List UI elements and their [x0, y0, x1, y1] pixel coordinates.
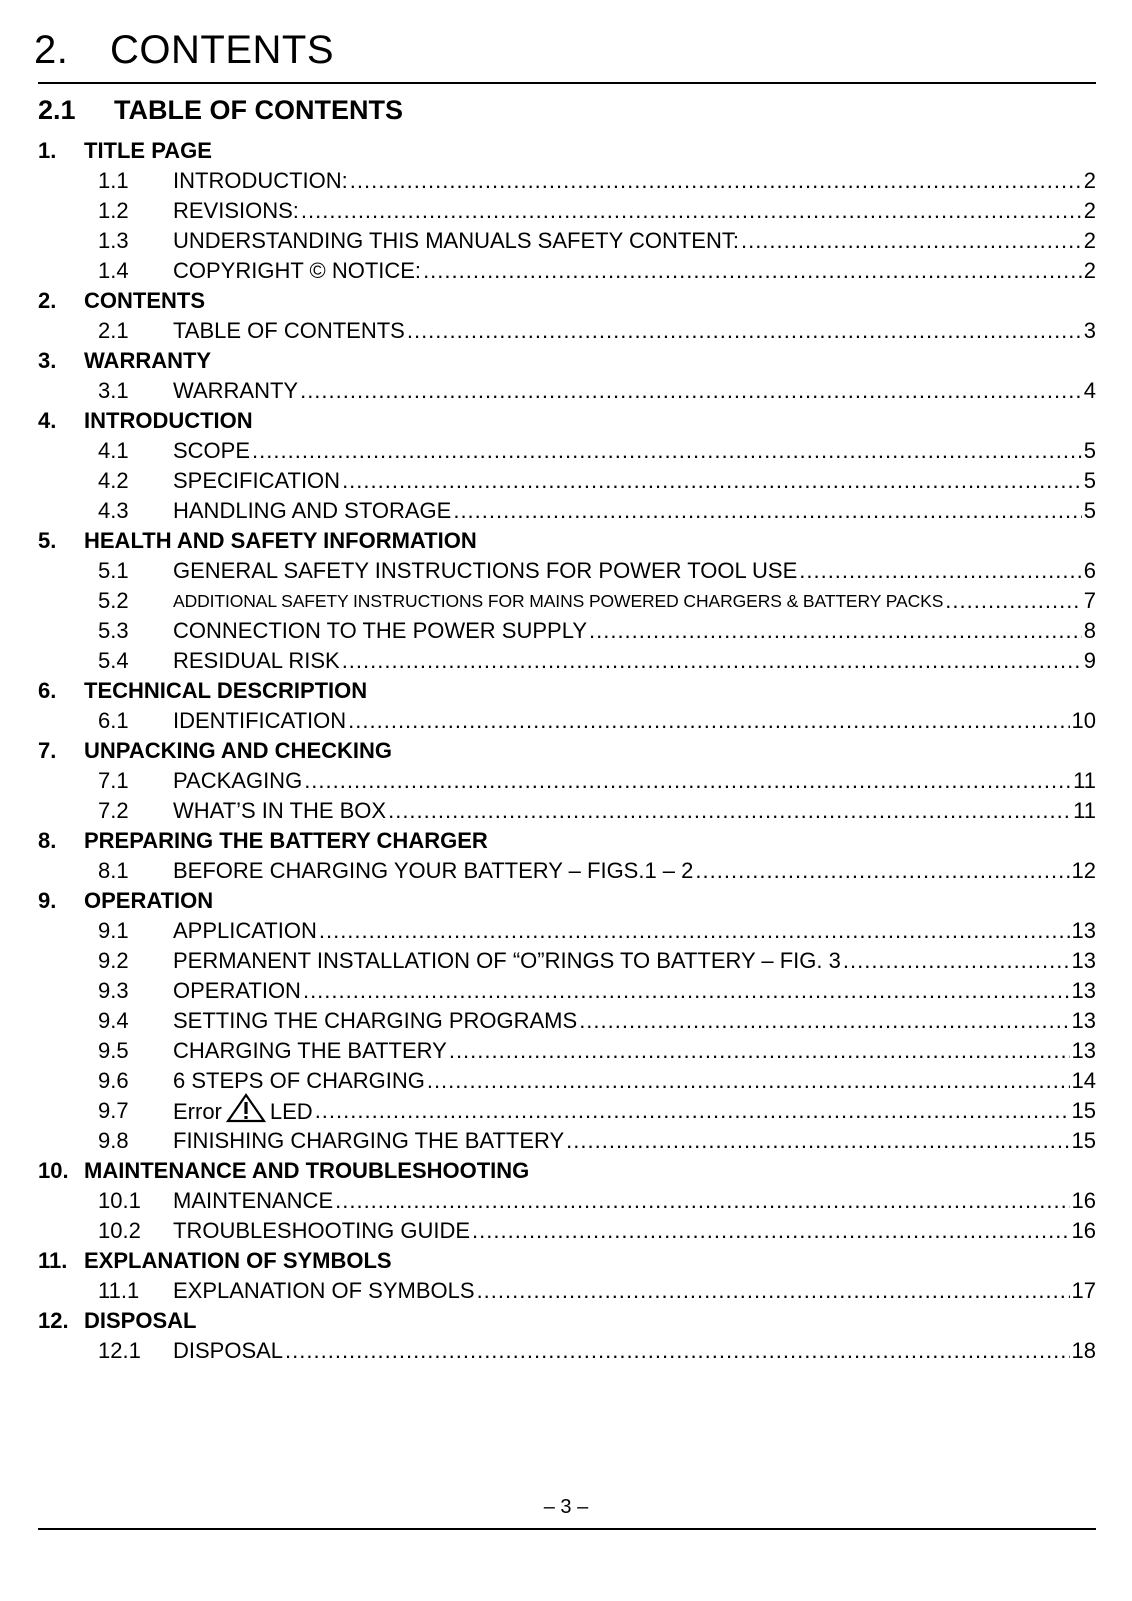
toc-entry-number: 3.1 [98, 378, 129, 403]
toc-entry-page: 15 [1071, 1098, 1096, 1123]
toc-entry[interactable] [38, 436, 1096, 466]
toc-entry-number: 2.1 [98, 318, 129, 343]
dot-leader [350, 166, 1082, 196]
toc-entry[interactable] [38, 946, 1096, 976]
toc-entry-page: 12 [1071, 858, 1096, 883]
toc-entry[interactable] [38, 706, 1096, 736]
toc-section[interactable] [38, 1156, 1096, 1186]
toc-entry-number: 9.7 [98, 1098, 129, 1123]
toc-section-number: 7. [38, 738, 57, 763]
toc-entry-page: 5 [1083, 468, 1096, 493]
toc-section-number: 10. [38, 1158, 69, 1183]
toc-entry-title: BEFORE CHARGING YOUR BATTERY – FIGS.1 – 2 [173, 858, 694, 883]
toc-entry[interactable] [38, 1276, 1096, 1306]
toc-entry-title [173, 1093, 313, 1129]
toc-section-title: WARRANTY [84, 348, 212, 373]
toc-section[interactable] [38, 346, 1096, 376]
dot-leader [695, 856, 1069, 886]
toc-entry-number: 9.1 [98, 918, 129, 943]
heading-divider [38, 82, 1096, 84]
toc-entry-page: 4 [1083, 378, 1096, 403]
dot-leader [477, 1276, 1070, 1306]
page-title [34, 28, 334, 73]
toc-section[interactable] [38, 286, 1096, 316]
dot-leader [335, 1186, 1069, 1216]
toc-section-number: 11. [38, 1248, 68, 1273]
dot-leader [303, 976, 1070, 1006]
toc-entry-page: 11 [1073, 768, 1096, 793]
dot-leader [285, 1336, 1069, 1366]
toc-entry-title: FINISHING CHARGING THE BATTERY [173, 1128, 565, 1153]
toc-entry-number: 5.3 [98, 618, 129, 643]
toc-entry-number: 1.1 [98, 168, 129, 193]
toc-entry-number: 5.4 [98, 648, 129, 673]
toc-entry[interactable] [38, 1006, 1096, 1036]
toc-section-number: 2. [38, 288, 57, 313]
toc-entry-page: 13 [1071, 1008, 1096, 1033]
dot-leader [315, 1096, 1070, 1126]
toc-entry-page: 18 [1071, 1338, 1096, 1363]
section-heading-text: TABLE OF CONTENTS [114, 95, 403, 125]
toc-section-title: MAINTENANCE AND TROUBLESHOOTING [84, 1158, 530, 1183]
toc-entry-page: 11 [1073, 798, 1096, 823]
dot-leader [304, 766, 1071, 796]
toc-entry-title: APPLICATION [173, 918, 317, 943]
toc-entry[interactable] [38, 1036, 1096, 1066]
toc-entry-page: 17 [1071, 1278, 1096, 1303]
toc-entry-number: 4.3 [98, 498, 129, 523]
toc-entry[interactable] [38, 1186, 1096, 1216]
toc-entry-title: GENERAL SAFETY INSTRUCTIONS FOR POWER TOOL USE [173, 558, 798, 583]
toc-entry-title: SCOPE [173, 438, 251, 463]
toc-section-number: 12. [38, 1308, 69, 1333]
toc-entry-number: 7.2 [98, 798, 129, 823]
toc-section-title: TITLE PAGE [84, 138, 212, 163]
toc-entry-page: 13 [1071, 948, 1096, 973]
toc-entry-number: 4.1 [98, 438, 129, 463]
toc-entry[interactable] [38, 856, 1096, 886]
toc-entry-number: 12.1 [98, 1338, 141, 1363]
toc-entry-number: 10.1 [98, 1188, 141, 1213]
toc-entry-title: CHARGING THE BATTERY [173, 1038, 447, 1063]
toc-entry[interactable] [38, 376, 1096, 406]
toc-entry-number: 9.6 [98, 1068, 129, 1093]
dot-leader [407, 316, 1082, 346]
toc-entry-title: OPERATION [173, 978, 301, 1003]
toc-entry-title: ADDITIONAL SAFETY INSTRUCTIONS FOR MAINS POWERED CHARGERS & BATTERY PACKS [173, 590, 944, 611]
dot-leader [945, 586, 1081, 616]
dot-leader [319, 916, 1070, 946]
toc-entry-title-suffix: LED [269, 1099, 313, 1124]
toc-entry[interactable] [38, 226, 1096, 256]
toc-entry[interactable] [38, 256, 1096, 286]
toc-entry-number: 5.2 [98, 588, 129, 613]
dot-leader [252, 436, 1082, 466]
toc-entry-page: 2 [1083, 198, 1096, 223]
toc-entry-title: TABLE OF CONTENTS [173, 318, 405, 343]
toc-entry-title: REVISIONS: [173, 198, 299, 223]
toc-section-number: 9. [38, 888, 57, 913]
toc-entry[interactable] [38, 556, 1096, 586]
toc-entry[interactable] [38, 1336, 1096, 1366]
toc-section[interactable] [38, 136, 1096, 166]
toc-section-title: PREPARING THE BATTERY CHARGER [84, 828, 488, 853]
toc-entry-title: UNDERSTANDING THIS MANUALS SAFETY CONTENT: [173, 228, 739, 253]
toc-entry[interactable] [38, 466, 1096, 496]
toc-section-number: 4. [38, 408, 57, 433]
toc-entry-title: PERMANENT INSTALLATION OF “O”RINGS TO BATTERY – FIG. 3 [173, 948, 841, 973]
dot-leader [453, 496, 1081, 526]
toc-entry-title: DISPOSAL [173, 1338, 284, 1363]
toc-entry-title: 6 STEPS OF CHARGING [173, 1068, 425, 1093]
toc-entry[interactable] [38, 196, 1096, 226]
toc-entry-number: 9.8 [98, 1128, 129, 1153]
toc-entry-number: 4.2 [98, 468, 129, 493]
toc-entry-page: 6 [1083, 558, 1096, 583]
toc-entry[interactable] [38, 796, 1096, 826]
toc-section[interactable] [38, 1306, 1096, 1336]
toc-entry[interactable] [38, 1126, 1096, 1156]
toc-entry[interactable] [38, 916, 1096, 946]
toc-entry-number: 1.2 [98, 198, 129, 223]
toc-entry-title: PACKAGING [173, 768, 303, 793]
page-title-number: 2. [34, 28, 69, 72]
toc-entry-number: 11.1 [98, 1278, 140, 1303]
toc-entry-title: IDENTIFICATION [173, 708, 347, 733]
toc-entry-page: 13 [1071, 1038, 1096, 1063]
toc-entry[interactable] [38, 1096, 1096, 1126]
toc-section-title: CONTENTS [84, 288, 205, 313]
dot-leader [301, 196, 1082, 226]
toc-section-number: 3. [38, 348, 57, 373]
toc-entry-title: HANDLING AND STORAGE [173, 498, 452, 523]
toc-entry-title: EXPLANATION OF SYMBOLS [173, 1278, 475, 1303]
toc-entry-page: 15 [1071, 1128, 1096, 1153]
toc-entry-title: TROUBLESHOOTING GUIDE [173, 1218, 471, 1243]
dot-leader [342, 466, 1082, 496]
toc-section-title: HEALTH AND SAFETY INFORMATION [84, 528, 477, 553]
toc-entry[interactable] [38, 586, 1096, 616]
toc-entry-title: WHAT’S IN THE BOX [173, 798, 387, 823]
dot-leader [799, 556, 1082, 586]
dot-leader [579, 1006, 1069, 1036]
toc-entry-page: 8 [1083, 618, 1096, 643]
dot-leader [427, 1066, 1070, 1096]
toc-entry-number: 9.3 [98, 978, 129, 1003]
toc-entry-page: 7 [1083, 588, 1096, 613]
toc-section[interactable] [38, 676, 1096, 706]
toc-entry-page: 10 [1071, 708, 1096, 733]
toc-entry-page: 14 [1071, 1068, 1096, 1093]
toc-entry-number: 6.1 [98, 708, 129, 733]
toc-entry-number: 7.1 [98, 768, 129, 793]
dot-leader [566, 1126, 1069, 1156]
toc-section-title: EXPLANATION OF SYMBOLS [84, 1248, 392, 1273]
toc-entry-page: 16 [1071, 1188, 1096, 1213]
warning-triangle-icon [226, 1093, 266, 1129]
dot-leader [449, 1036, 1070, 1066]
toc-entry-title: WARRANTY [173, 378, 299, 403]
page-number: – 3 – [543, 1496, 589, 1518]
toc-section-number: 5. [38, 528, 57, 553]
table-of-contents [38, 136, 1096, 1366]
toc-entry-number: 10.2 [98, 1218, 141, 1243]
page-title-text: CONTENTS [110, 28, 334, 72]
toc-entry-page: 2 [1083, 168, 1096, 193]
toc-entry[interactable] [38, 976, 1096, 1006]
toc-entry-number: 9.2 [98, 948, 129, 973]
toc-entry-page: 9 [1083, 648, 1096, 673]
toc-section[interactable] [38, 406, 1096, 436]
toc-section-title: OPERATION [84, 888, 214, 913]
toc-entry-page: 2 [1083, 258, 1096, 283]
section-heading-number: 2.1 [38, 95, 76, 125]
toc-entry-number: 1.4 [98, 258, 129, 283]
toc-section[interactable] [38, 736, 1096, 766]
dot-leader [300, 376, 1082, 406]
toc-entry[interactable] [38, 316, 1096, 346]
toc-entry-title: INTRODUCTION: [173, 168, 348, 193]
toc-entry-number: 1.3 [98, 228, 129, 253]
toc-section[interactable] [38, 1246, 1096, 1276]
toc-entry-title: MAINTENANCE [173, 1188, 334, 1213]
toc-entry-title: SETTING THE CHARGING PROGRAMS [173, 1008, 578, 1033]
dot-leader [348, 706, 1069, 736]
toc-entry-title-text: Error [173, 1099, 222, 1124]
toc-entry[interactable] [38, 166, 1096, 196]
toc-section-title: UNPACKING AND CHECKING [84, 738, 392, 763]
toc-entry-number: 8.1 [98, 858, 129, 883]
toc-entry-number: 5.1 [98, 558, 129, 583]
toc-section[interactable] [38, 526, 1096, 556]
toc-section-title: INTRODUCTION [84, 408, 253, 433]
toc-entry[interactable] [38, 496, 1096, 526]
toc-entry-page: 16 [1071, 1218, 1096, 1243]
dot-leader [423, 256, 1082, 286]
toc-section-title: TECHNICAL DESCRIPTION [84, 678, 368, 703]
toc-section-number: 1. [38, 138, 57, 163]
toc-entry-page: 3 [1083, 318, 1096, 343]
dot-leader [589, 616, 1082, 646]
toc-entry-title: SPECIFICATION [173, 468, 341, 493]
dot-leader [741, 226, 1082, 256]
toc-entry[interactable] [38, 646, 1096, 676]
toc-entry-title: RESIDUAL RISK [173, 648, 340, 673]
toc-entry[interactable] [38, 766, 1096, 796]
toc-entry-page: 13 [1071, 978, 1096, 1003]
toc-entry-number: 9.5 [98, 1038, 129, 1063]
toc-entry-title: COPYRIGHT © NOTICE: [173, 258, 422, 283]
toc-entry-page: 13 [1071, 918, 1096, 943]
toc-entry-page: 2 [1083, 228, 1096, 253]
toc-section[interactable] [38, 886, 1096, 916]
toc-entry-title: CONNECTION TO THE POWER SUPPLY [173, 618, 587, 643]
footer-divider [38, 1528, 1096, 1530]
toc-entry-page: 5 [1083, 498, 1096, 523]
toc-entry[interactable] [38, 616, 1096, 646]
toc-section-title: DISPOSAL [84, 1308, 197, 1333]
dot-leader [472, 1216, 1069, 1246]
dot-leader [388, 796, 1071, 826]
section-heading [38, 95, 403, 126]
toc-section-number: 8. [38, 828, 57, 853]
dot-leader [843, 946, 1070, 976]
toc-entry[interactable] [38, 1216, 1096, 1246]
toc-entry-page: 5 [1083, 438, 1096, 463]
toc-entry[interactable] [38, 1066, 1096, 1096]
toc-section[interactable] [38, 826, 1096, 856]
toc-entry-number: 9.4 [98, 1008, 129, 1033]
dot-leader [342, 646, 1082, 676]
toc-section-number: 6. [38, 678, 57, 703]
